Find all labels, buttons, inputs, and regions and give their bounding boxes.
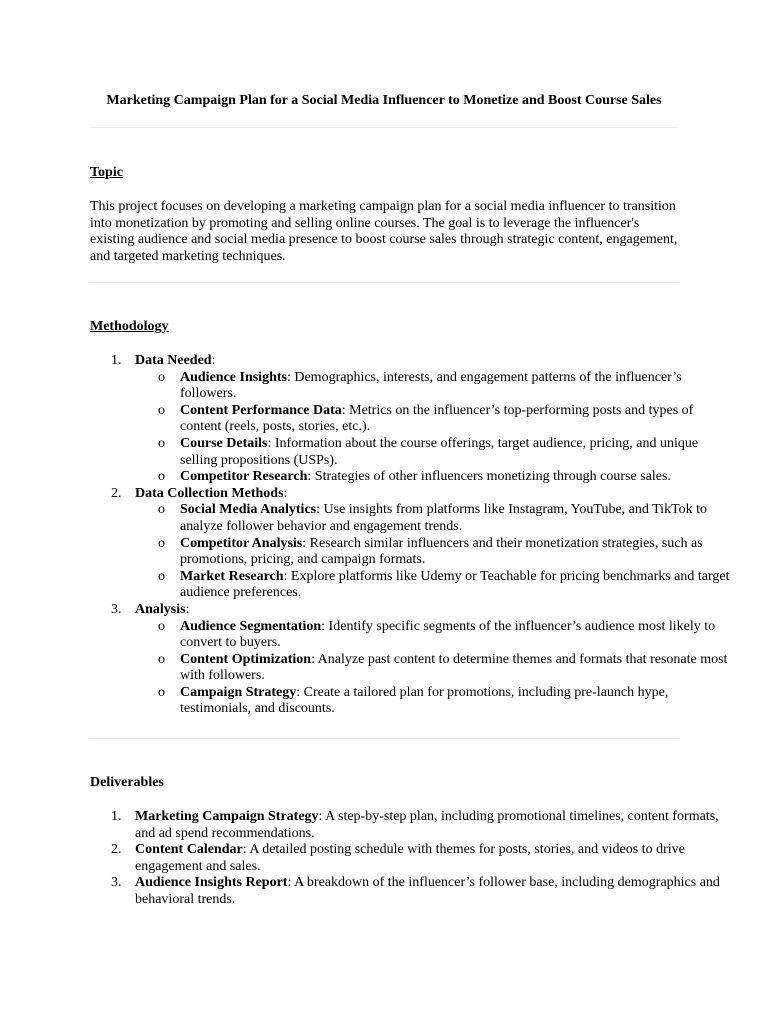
sub-item-text: : Research similar influencers and their monetization strategies, such as promotions, pricing, and campaign formats.	[180, 535, 703, 568]
sub-item-label: Content Optimization	[180, 651, 312, 667]
sub-list	[135, 619, 730, 719]
methodology-item	[111, 353, 730, 486]
document-title: Marketing Campaign Plan for a Social Media Influencer to Monetize and Boost Course Sales	[106, 93, 662, 108]
deliverable-item	[111, 842, 730, 875]
item-text: : A detailed posting schedule with themes for posts, stories, and videos to drive engagement and sales.	[135, 842, 685, 874]
bullet-icon: o	[158, 651, 165, 667]
bullet-icon: o	[158, 535, 165, 551]
colon: :	[211, 353, 216, 368]
list-number: 1.	[111, 809, 122, 824]
divider	[90, 127, 678, 128]
item-label: Data Collection Methods	[135, 485, 284, 501]
bullet-icon: o	[158, 435, 165, 451]
sub-item-text: : Explore platforms like Udemy or Teachable for pricing benchmarks and target audience preferences.	[180, 568, 730, 601]
methodology-list	[90, 353, 730, 718]
divider	[90, 282, 678, 283]
bullet-icon: o	[158, 684, 165, 700]
item-label: Audience Insights Report	[135, 875, 288, 891]
bullet-icon: o	[158, 568, 165, 584]
sub-item	[158, 618, 730, 652]
item-text: : A step-by-step plan, including promotional timelines, content formats, and ad spend recommendations.	[135, 809, 719, 841]
bullet-icon: o	[158, 402, 165, 418]
colon: :	[283, 485, 288, 501]
bullet-icon: o	[158, 502, 165, 518]
sub-list	[135, 502, 730, 602]
sub-item-text: : Strategies of other influencers monetizing through course sales.	[307, 469, 671, 485]
sub-item-text: : Use insights from platforms like Instagram, YouTube, and TikTok to analyze follower behavior and engagement trends.	[180, 502, 708, 534]
sub-item	[158, 651, 730, 685]
list-number: 2.	[111, 485, 122, 501]
sub-item-label: Market Research	[180, 568, 284, 584]
sub-item	[158, 502, 730, 535]
list-number: 3.	[111, 875, 122, 891]
methodology-heading: Methodology	[90, 319, 169, 334]
sub-item-label: Social Media Analytics	[180, 502, 317, 518]
bullet-icon: o	[158, 469, 165, 485]
deliverables-list	[90, 809, 730, 909]
sub-item-label: Competitor Research	[180, 469, 308, 485]
item-text: : A breakdown of the influencer’s follower base, including demographics and behavioral trends.	[135, 875, 720, 907]
item-label: Data Needed	[135, 353, 212, 368]
topic-heading: Topic	[90, 165, 123, 180]
sub-item-text: : Analyze past content to determine themes and formats that resonate most with followers.	[180, 651, 728, 684]
item-label: Marketing Campaign Strategy	[135, 809, 319, 824]
sub-item	[158, 369, 730, 403]
bullet-icon: o	[158, 369, 165, 385]
sub-item-label: Content Performance Data	[180, 402, 342, 418]
list-number: 2.	[111, 842, 122, 858]
sub-item	[158, 435, 730, 469]
deliverable-item	[111, 875, 730, 908]
sub-item-label: Audience Segmentation	[180, 618, 322, 634]
sub-item-label: Course Details	[180, 435, 268, 451]
sub-item	[158, 568, 730, 602]
item-label: Analysis	[135, 601, 186, 617]
list-number: 1.	[111, 353, 122, 368]
deliverables-heading: Deliverables	[90, 775, 164, 790]
bullet-icon: o	[158, 618, 165, 634]
sub-item	[158, 469, 730, 486]
sub-item-label: Audience Insights	[180, 369, 287, 385]
sub-item-label: Competitor Analysis	[180, 535, 303, 551]
methodology-item	[111, 601, 730, 718]
sub-item-text: : Identify specific segments of the influencer’s audience most likely to convert to buyers.	[180, 618, 716, 651]
methodology-item	[111, 485, 730, 602]
sub-item-label: Campaign Strategy	[180, 684, 297, 700]
sub-item-text: : Metrics on the influencer’s top-performing posts and types of content (reels, posts, stories, etc.).	[180, 402, 694, 435]
list-number: 3.	[111, 601, 122, 617]
deliverable-item	[111, 809, 730, 842]
colon: :	[185, 601, 190, 617]
sub-list	[135, 370, 730, 486]
sub-item-text: : Create a tailored plan for promotions, including pre-launch hype, testimonials, and discounts.	[180, 684, 669, 717]
sub-item	[158, 535, 730, 569]
divider	[90, 738, 678, 739]
sub-item	[158, 684, 730, 718]
sub-item	[158, 402, 730, 436]
topic-paragraph: This project focuses on developing a marketing campaign plan for a social media influencer to transition into monetization by promoting and selling online courses. The goal is to leverage the influencer's existing audience and social media presence to boost course sales through strategic content, engagement, and targeted marketing techniques.	[90, 199, 678, 264]
sub-item-text: : Demographics, interests, and engagement patterns of the influencer’s followers.	[180, 369, 682, 402]
item-label: Content Calendar	[135, 842, 243, 858]
sub-item-text: : Information about the course offerings, target audience, pricing, and unique selling propositions (USPs).	[180, 435, 699, 468]
